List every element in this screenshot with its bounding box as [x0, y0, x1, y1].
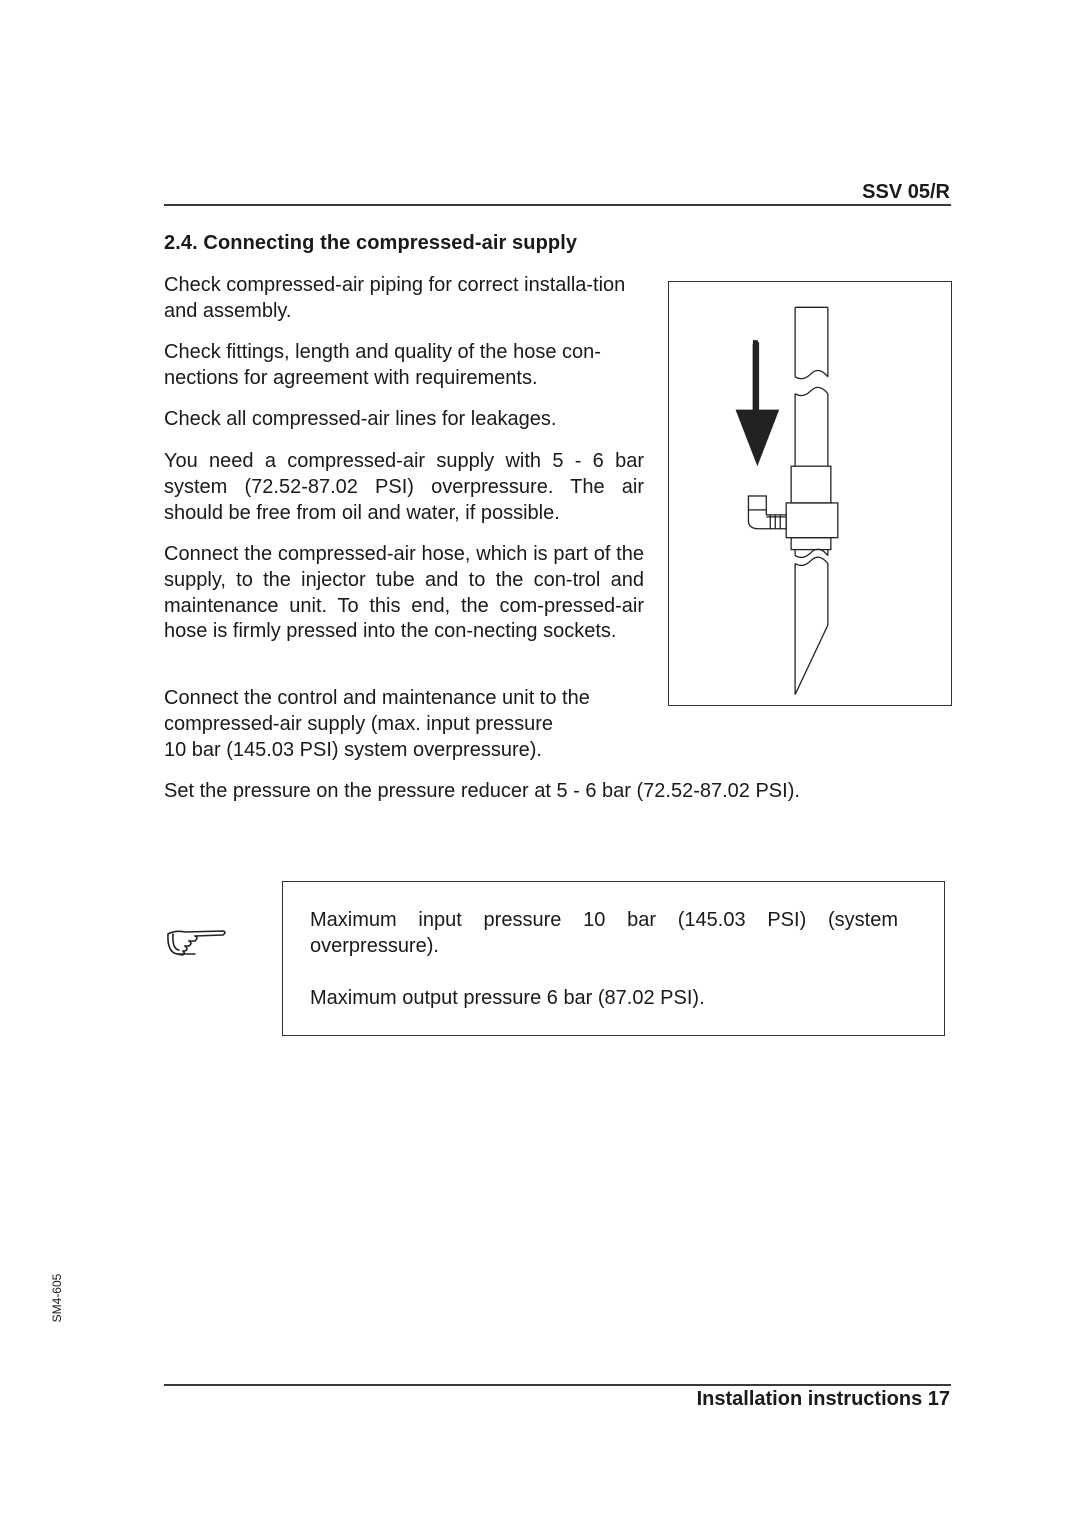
footer-rule — [164, 1384, 951, 1386]
note-max-output-pressure: Maximum output pressure 6 bar (87.02 PSI). — [310, 987, 705, 1009]
injector-tube-drawing — [669, 282, 951, 705]
section-title: 2.4. Connecting the compressed-air supply — [164, 232, 578, 254]
paragraph-line: Connect the control and maintenance unit to the — [164, 687, 590, 709]
paragraph-supply-requirement: You need a compressed-air supply with 5 - 6 bar system (72.52-87.02 PSI) overpressure. The air should be free from oil and water, if possible. — [164, 450, 644, 524]
paragraph-line: 10 bar (145.03 PSI) system overpressure). — [164, 739, 542, 761]
paragraph-pressure-setting: Set the pressure on the pressure reducer at 5 - 6 bar (72.52-87.02 PSI). — [164, 780, 800, 802]
document-code: SSV 05/R — [862, 181, 950, 203]
paragraph-hose-connection: Connect the compressed-air hose, which is part of the supply, to the injector tube and to the con-trol and maintenance unit. To this end, the com-pressed-air hose is firmly pressed into the con-necting sockets. — [164, 543, 644, 643]
note-max-input-pressure: Maximum input pressure 10 bar (145.03 PSI) (system overpressure). — [310, 909, 898, 957]
header-rule — [164, 204, 951, 206]
paragraph-line: compressed-air supply (max. input pressure — [164, 713, 554, 735]
side-document-code: SM4-605 — [50, 1273, 64, 1323]
warning-note-box — [282, 881, 945, 1036]
paragraph-fittings-check: Check fittings, length and quality of the hose con-nections for agreement with requirements. — [164, 341, 601, 389]
paragraph-leak-check: Check all compressed-air lines for leakages. — [164, 408, 557, 430]
paragraph-piping-check: Check compressed-air piping for correct installa-tion and assembly. — [164, 274, 626, 322]
flow-arrow-icon — [736, 340, 780, 466]
footer-page-label: Installation instructions 17 — [696, 1388, 950, 1410]
pointing-hand-icon — [165, 924, 231, 960]
injector-tube-figure — [668, 281, 952, 706]
